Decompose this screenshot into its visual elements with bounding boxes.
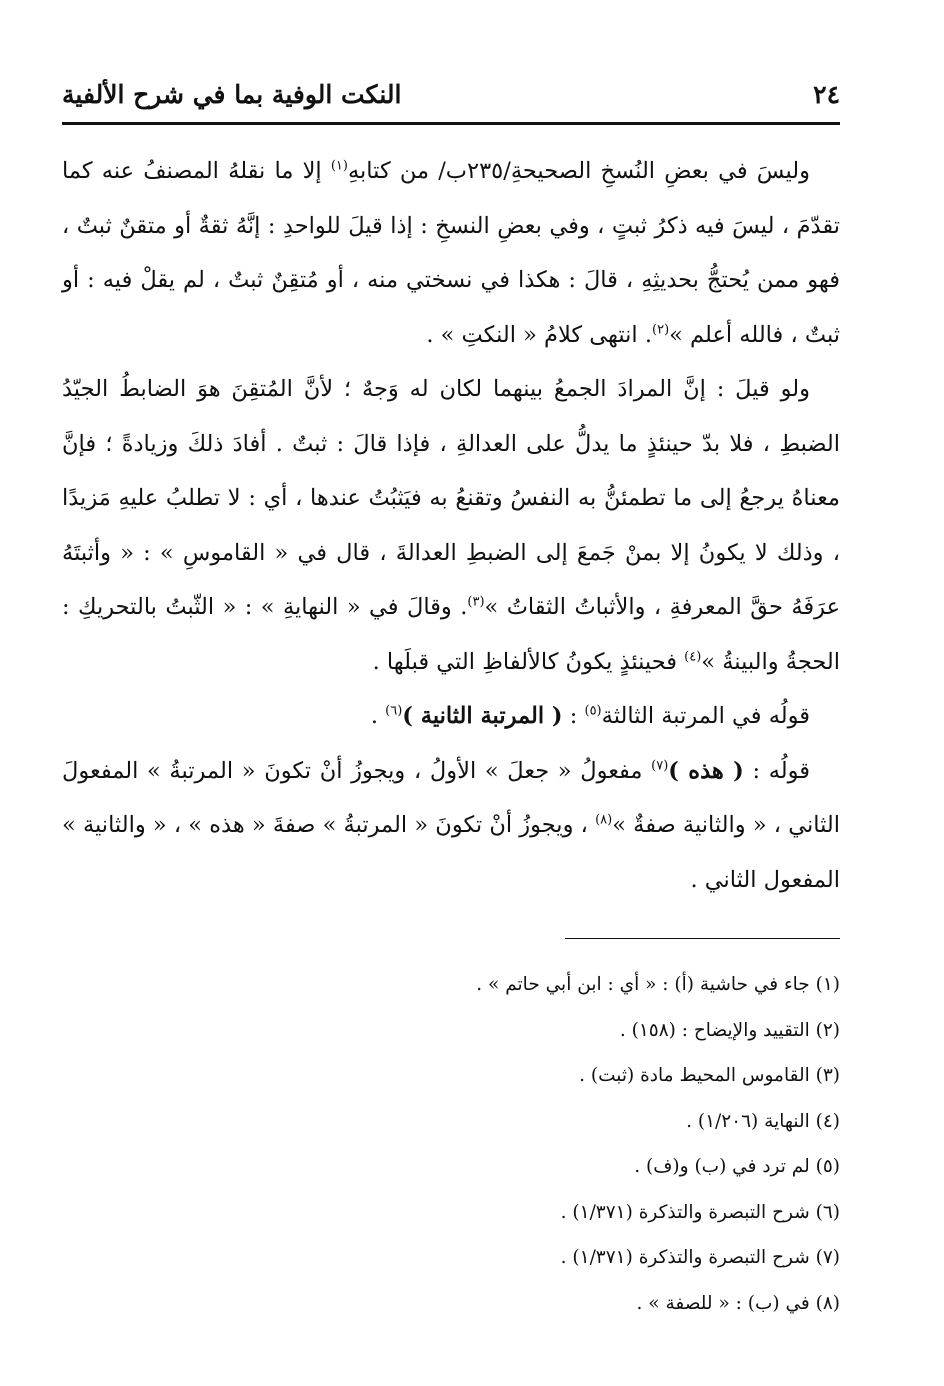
footnote-ref-2[interactable]: (٢) (652, 322, 670, 337)
footnote-separator (565, 938, 840, 939)
main-text (62, 144, 840, 907)
footnote-1: (١) جاء في حاشية (أ) : « أي : ابن أبي حاتم » . (476, 974, 840, 995)
footnote-5: (٥) لم ترد في (ب) و(ف) . (634, 1156, 840, 1177)
footnote-ref-4[interactable]: (٤) (684, 649, 702, 664)
running-title: النكت الوفية بما في شرح الألفية (62, 79, 402, 109)
page-number: ٢٤ (813, 79, 840, 109)
quoted-term-hadhihi: ( هذه ) (668, 757, 744, 784)
footnote-2: (٢) التقييد والإيضاح : (١٥٨) . (619, 1019, 840, 1041)
footnote-3: (٣) القاموس المحيط مادة (ثبت) . (579, 1065, 840, 1086)
paragraph-4-text-b: مفعولُ « جعلَ » الأولُ ، ويجوزُ أنْ تكونَ « المرتبةُ » المفعولَ الثاني ، « والثانية صفةٌ » (62, 757, 840, 838)
paragraph-2-text-a: ولو قيلَ : إنَّ المرادَ الجمعُ بينهما لكان له وَجهٌ ؛ لأنَّ المُتقِنَ هوَ الضابطُ الجيّدُ الضبطِ ، فلا بدّ حينئذٍ ما يدلُّ على العدالةِ ، فإذا قالَ : ثبتٌ . أفادَ ذلكَ وزيادةً ؛ فإنَّ معناهُ يرجعُ إلى ما تطمئنُّ به النفسُ وتقنعُ به فيَثبُتُ عندها ، أي : لا تطلبُ عليهِ مَزيدًا ، وذلك لا يكونُ إلا بمنْ جَمعَ إلى الضبطِ العدالةَ ، قال في « القاموسِ » : « وأثبتَهُ عرَفَهُ حقَّ المعرفةِ ، والأثباتُ الثقاتُ » (62, 376, 840, 620)
paragraph-3-text-b: : (562, 703, 585, 729)
quoted-term-rank-two: ( المرتبة الثانية ) (402, 703, 563, 729)
footnote-ref-5[interactable]: (٥) (584, 703, 602, 719)
paragraph-2 (62, 362, 840, 689)
footnote-8: (٨) في (ب) : « للصفة » . (636, 1292, 840, 1314)
header-rule (62, 122, 840, 125)
paragraph-2-text-b: . وقالَ في « النهايةِ » : « الثّبتُ بالتحريكِ : الحجةُ والبينةُ » (62, 594, 840, 675)
paragraph-1 (62, 144, 840, 362)
paragraph-4-text-c: ، ويجوزُ أنْ تكونَ « المرتبةُ » صفةَ « هذه » ، « والثانية » المفعول الثاني . (62, 812, 840, 893)
footnote-ref-3[interactable]: (٣) (467, 594, 485, 610)
footnote-ref-1[interactable]: (١) (330, 158, 348, 174)
paragraph-3-text-a: قولُه في المرتبة الثالثة (601, 703, 810, 729)
paragraph-3-text-c: . (370, 703, 386, 729)
paragraph-1-text-c: . انتهى كلامُ « النكتِ » . (426, 321, 652, 348)
footnote-ref-7[interactable]: (٧) (651, 758, 669, 773)
footnotes-list (62, 962, 840, 1326)
footnote-ref-6[interactable]: (٦) (385, 703, 403, 719)
paragraph-2-text-c: فحينئذٍ يكونُ كالألفاظِ التي قبلَها . (372, 648, 685, 675)
paragraph-3 (62, 689, 840, 744)
footnote-6: (٦) شرح التبصرة والتذكرة (١/٣٧١) . (560, 1201, 840, 1223)
running-header (62, 74, 840, 114)
paragraph-4 (62, 744, 840, 908)
footnote-4: (٤) النهاية (١/٢٠٦) . (686, 1110, 840, 1132)
paragraph-1-text-a: وليسَ في بعضِ النُسخِ الصحيحةِ/٢٣٥ب/ من كتابهِ (347, 158, 810, 184)
footnote-7: (٧) شرح التبصرة والتذكرة (١/٣٧١) . (560, 1247, 840, 1268)
paragraph-4-text-a: قولُه : (743, 757, 810, 784)
paragraph-1-text-b: إلا ما نقلهُ المصنفُ عنه كما تقدّمَ ، ليسَ فيه ذكرُ ثبتٍ ، وفي بعضِ النسخِ : إذا قيلَ للواحدِ : إنَّهُ ثقةٌ أو متقنٌ ثبتٌ ، فهو ممن يُحتجُّ بحديثِهِ ، قالَ : هكذا في نسختي منه ، أو مُتقِنٌ ثبتٌ ، لم يقلْ فيه : أو ثبتٌ ، فالله أعلم » (62, 158, 840, 348)
footnote-ref-8[interactable]: (٨) (595, 812, 613, 828)
